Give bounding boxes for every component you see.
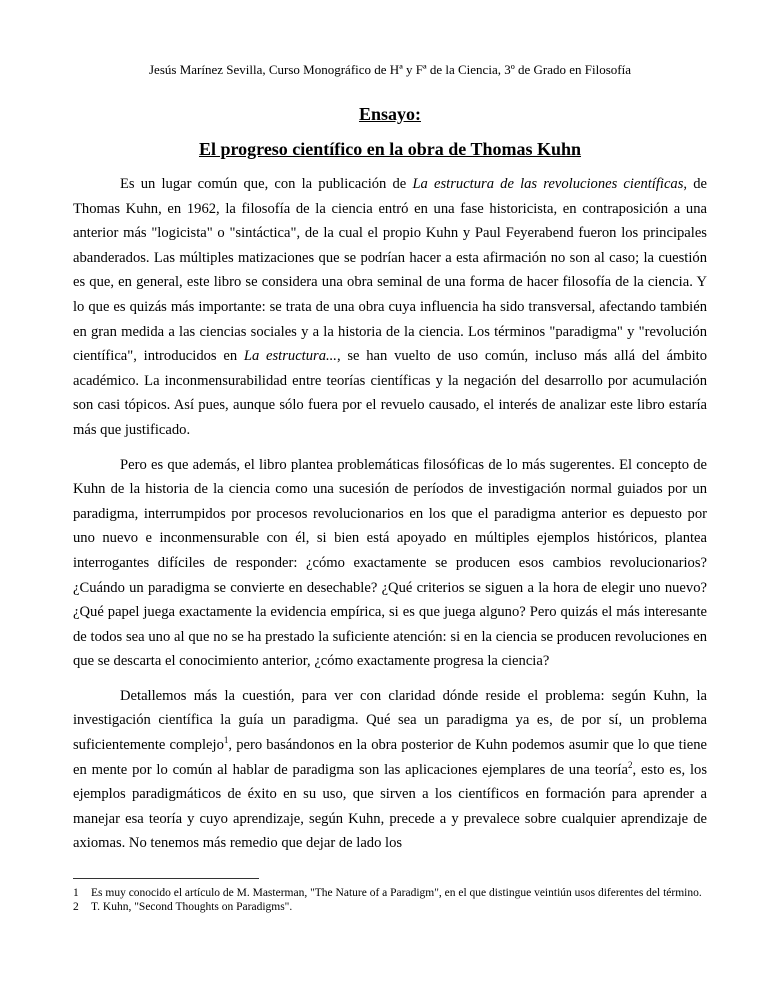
paragraph-text: , de Thomas Kuhn, en 1962, la filosofía de la ciencia entró en una fase historicista, en contraposición a una anterior más "logicista" o "sintáctica", de la cual el propio Kuhn y Paul Feyerabend fueron los principales abanderados. Las múltiples matizaciones que se podrían hacer a esta afirmación no son al caso; la cuestión es que, en general, este libro se considera una obra seminal de una forma de hacer filosofía de la ciencia. Y lo que es quizás más importante: se trata de una obra cuya influencia ha sido transversal, afectando también en gran medida a las ciencias sociales y a la historia de la ciencia. Los términos "paradigma" y "revolución científica", introducidos en <box>73 176 707 365</box>
paragraph-2: Pero es que además, el libro plantea problemáticas filosóficas de lo más sugerentes. El concepto de Kuhn de la historia de la ciencia como una sucesión de períodos de investigación normal guiados por un paradigma, interrumpidos por procesos revolucionarios en los que el paradigma anterior es depuesto por uno nuevo e inconmensurable con él, si bien está apoyado en múltiples ejemplos históricos, plantea interrogantes difíciles de responder: ¿cómo exactamente se producen esos cambios revolucionarios? ¿Cuándo un paradigma se convierte en desechable? ¿Qué criterios se siguen a la hora de elegir uno nuevo? ¿Qué papel juega exactamente la evidencia empírica, si es que juega alguno? Pero quizás el más interesante de todos sea uno al que no se ha prestado la suficiente atención: si en la ciencia se producen revoluciones en que se descarta el conocimiento anterior, ¿cómo exactamente progresa la ciencia? <box>73 456 707 670</box>
footnote-text: T. Kuhn, "Second Thoughts on Paradigms". <box>91 901 293 913</box>
paragraph-3 <box>73 684 707 856</box>
author-header: Jesús Marínez Sevilla, Curso Monográfico de Hª y Fª de la Ciencia, 3º de Grado en Filosofía <box>149 62 631 77</box>
paragraph-text: Detallemos más la cuestión, para ver con claridad dónde reside el problema: según Kuhn, la investigación científica la guía un paradigma. Qué sea un paradigma ya es, de por sí, un problema suficientemente complejo <box>73 687 707 754</box>
paragraph-text: , pero basándonos en la obra posterior de Kuhn podemos asumir que lo que tiene en mente por lo común al hablar de paradigma son las aplicaciones ejemplares de una teoría <box>73 737 708 778</box>
footnote-number: 2 <box>73 901 79 913</box>
footnote-separator <box>73 878 259 879</box>
footnote-ref-1[interactable]: 1 <box>223 735 229 746</box>
footnote-number: 1 <box>73 887 79 899</box>
essay-label: Ensayo: <box>358 104 421 124</box>
essay-title: El progreso científico en la obra de Thomas Kuhn <box>198 139 582 159</box>
paragraph-1 <box>73 172 707 443</box>
footnote-text: Es muy conocido el artículo de M. Masterman, "The Nature of a Paradigm", en el que distingue veintiún usos diferentes del término. <box>91 887 702 899</box>
footnote-ref-2[interactable]: 2 <box>627 759 633 770</box>
paragraph-text: , esto es, los ejemplos paradigmáticos de éxito en su uso, que sirven a los científicos en formación para aprender a manejar esa teoría y cuyo aprendizaje, según Kuhn, precede a y prevalece sobre cualquier aprendizaje de axiomas. No tenemos más remedio que dejar de lado los <box>73 761 707 852</box>
essay-body <box>73 172 707 856</box>
book-title-short-italic: La estructura... <box>243 348 337 365</box>
footnote-1 <box>73 886 707 900</box>
paragraph-text: Es un lugar común que, con la publicación de <box>120 176 413 192</box>
book-title-italic: La estructura de las revoluciones científicas <box>412 176 684 192</box>
footnotes <box>73 886 707 914</box>
footnote-2 <box>73 900 707 914</box>
paragraph-text: , se han vuelto de uso común, incluso más allá del ámbito académico. La inconmensurabilidad entre teorías científicas y la negación del desarrollo por acumulación son casi tópicos. Así pues, aunque sólo fuera por el revuelo causado, el interés de analizar este libro estaría más que justificado. <box>73 348 708 438</box>
